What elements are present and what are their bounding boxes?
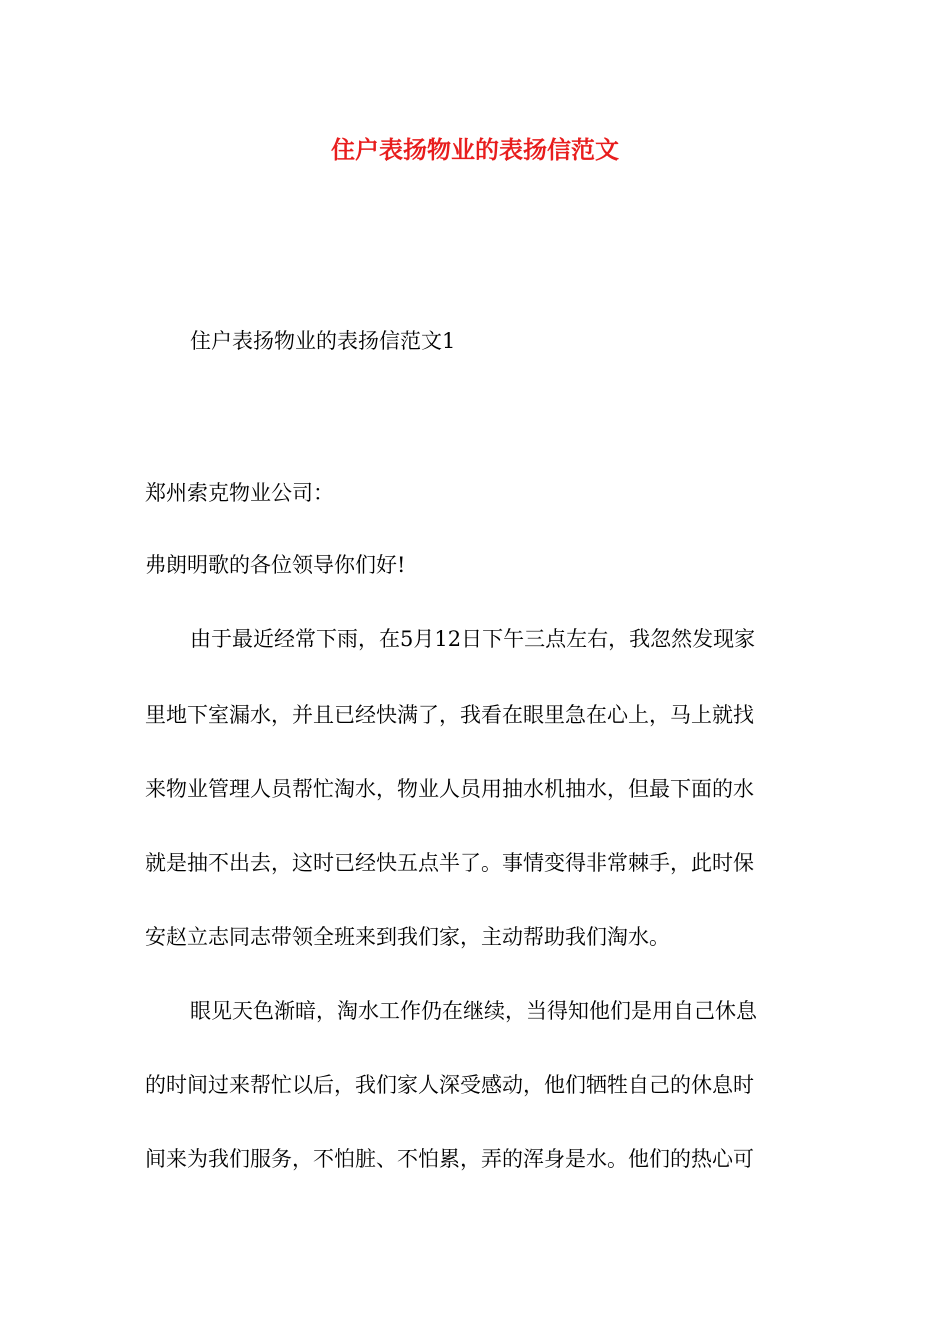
document-subtitle: 住户表扬物业的表扬信范文1 — [190, 329, 456, 353]
paragraph-line: 里地下室漏水，并且已经快满了，我看在眼里急在心上，马上就找 — [145, 703, 754, 727]
greeting: 弗朗明歌的各位领导你们好! — [145, 553, 406, 577]
paragraph-line: 就是抽不出去，这时已经快五点半了。事情变得非常棘手，此时保 — [145, 851, 754, 875]
paragraph-line: 间来为我们服务，不怕脏、不怕累，弄的浑身是水。他们的热心可 — [145, 1147, 754, 1171]
paragraph-line: 的时间过来帮忙以后，我们家人深受感动，他们牺牲自己的休息时 — [145, 1073, 754, 1097]
paragraph-line: 来物业管理人员帮忙淘水，物业人员用抽水机抽水，但最下面的水 — [145, 777, 754, 801]
paragraph-line: 安赵立志同志带领全班来到我们家，主动帮助我们淘水。 — [145, 925, 670, 949]
salutation: 郑州索克物业公司： — [145, 481, 334, 505]
paragraph-line: 眼见天色渐暗，淘水工作仍在继续，当得知他们是用自己休息 — [190, 999, 757, 1023]
document-title: 住户表扬物业的表扬信范文 — [331, 136, 619, 164]
paragraph-line: 由于最近经常下雨，在5月12日下午三点左右，我忽然发现家 — [190, 627, 756, 651]
